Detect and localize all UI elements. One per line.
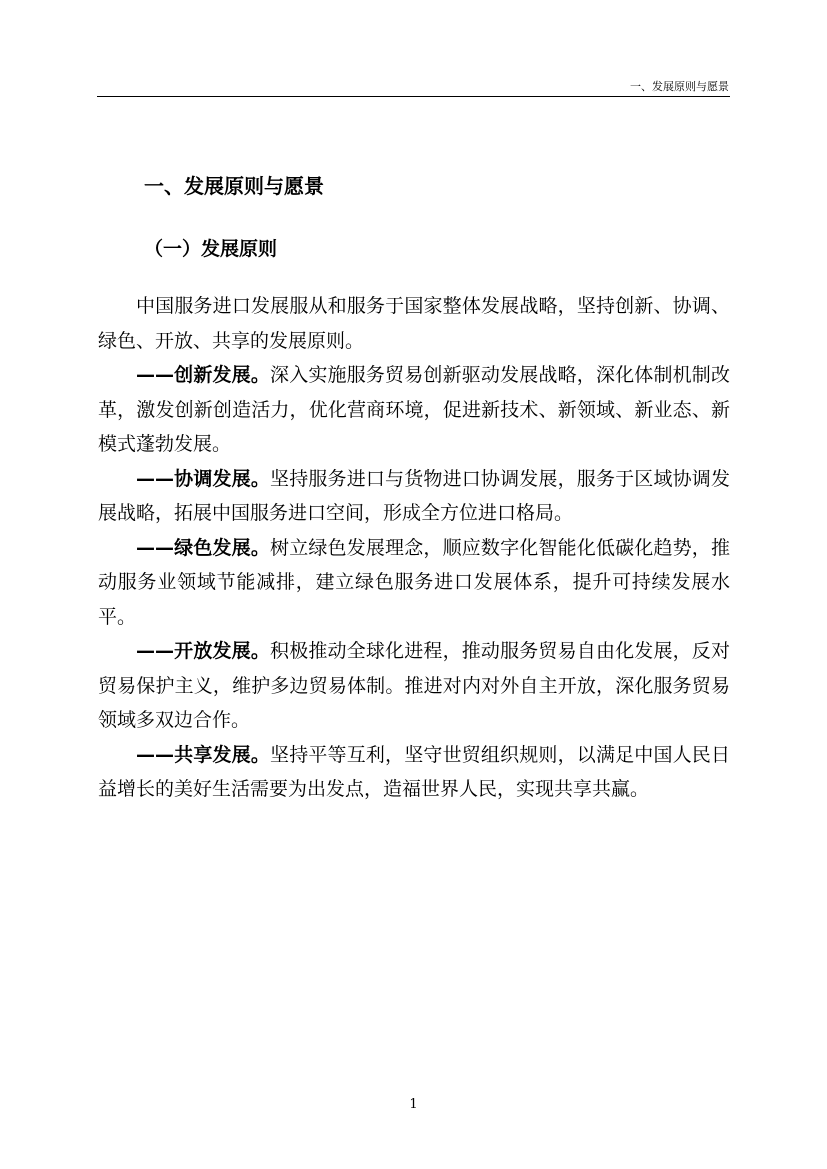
paragraph-body: 深入实施服务贸易创新驱动发展战略，深化体制机制改革，激发创新创造活力，优化营商环境，促进新技术、新领域、新业态、新模式蓬勃发展。 [98, 364, 730, 455]
paragraph-sharing [98, 738, 730, 807]
paragraph-lead: ——创新发展。 [136, 364, 271, 386]
section-title: 一、发展原则与愿景 [144, 174, 324, 198]
paragraph-openness [98, 634, 730, 738]
paragraph-body: 坚持服务进口与货物进口协调发展，服务于区域协调发展战略，拓展中国服务进口空间，形成全方位进口格局。 [98, 467, 730, 524]
running-header: 一、发展原则与愿景 [630, 80, 729, 93]
body-text [98, 289, 730, 807]
paragraph-body: 树立绿色发展理念，顺应数字化智能化低碳化趋势，推动服务业领域节能减排，建立绿色服务进口发展体系，提升可持续发展水平。 [98, 536, 730, 628]
paragraph-lead: ——共享发展。 [136, 743, 271, 766]
paragraph-innovation [98, 358, 730, 462]
subsection-title: （一）发展原则 [144, 238, 278, 260]
header-rule [97, 96, 730, 97]
paragraph-body: 积极推动全球化进程，推动服务贸易自由化发展，反对贸易保护主义，维护多边贸易体制。推进对内对外自主开放，深化服务贸易领域多双边合作。 [98, 640, 730, 731]
page-number: 1 [409, 1097, 418, 1112]
paragraph-lead: ——绿色发展。 [136, 536, 271, 559]
paragraph-body: 中国服务进口发展服从和服务于国家整体发展战略，坚持创新、协调、绿色、开放、共享的发展原则。 [98, 295, 730, 352]
paragraph-lead: ——开放发展。 [136, 640, 271, 662]
paragraph-intro [98, 289, 730, 358]
paragraph-green [98, 531, 730, 635]
paragraph-coordination [98, 462, 730, 531]
paragraph-body: 坚持平等互利，坚守世贸组织规则，以满足中国人民日益增长的美好生活需要为出发点，造福世界人民，实现共享共赢。 [98, 743, 730, 800]
paragraph-lead: ——协调发展。 [136, 467, 271, 490]
